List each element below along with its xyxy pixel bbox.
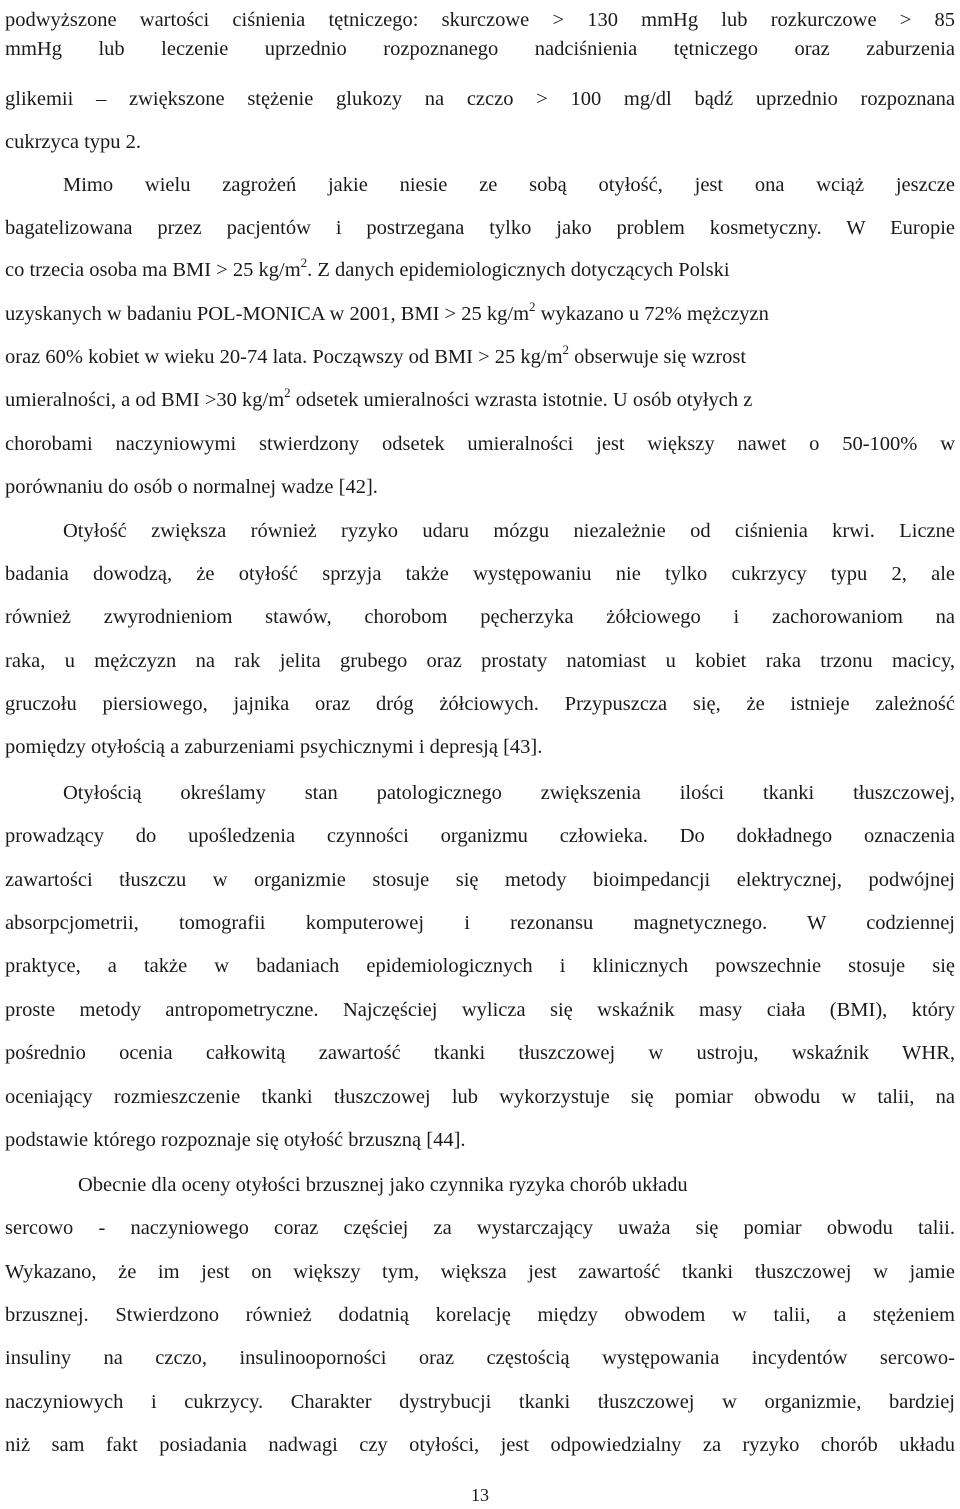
text-line: Wykazano, że im jest on większy tym, większa jest zawartość tkanki tłuszczowej w jamie xyxy=(5,1261,955,1283)
superscript: 2 xyxy=(284,385,291,400)
text-line: prowadzący do upośledzenia czynności organizmu człowieka. Do dokładnego oznaczenia xyxy=(5,825,955,847)
text-line: również zwyrodnieniom stawów, chorobom pęcherzyka żółciowego i zachorowaniom na xyxy=(5,606,955,628)
text-line: naczyniowych i cukrzycy. Charakter dystrybucji tkanki tłuszczowej w organizmie, bardziej xyxy=(5,1391,955,1413)
text-line xyxy=(5,250,955,290)
paragraph-first-line: Obecnie dla oceny otyłości brzusznej jako czynnika ryzyka chorób układu xyxy=(78,1174,688,1196)
text-line: praktyce, a także w badaniach epidemiologicznych i klinicznych powszechnie stosuje się xyxy=(5,955,955,977)
text-line: absorpcjometrii, tomografii komputerowej i rezonansu magnetycznego. W codziennej xyxy=(5,912,955,934)
text-line: podwyższone wartości ciśnienia tętniczego: skurczowe > 130 mmHg lub rozkurczowe > 85 xyxy=(5,9,955,31)
text-line: sercowo - naczyniowego coraz częściej za wystarczający uważa się pomiar obwodu talii. xyxy=(5,1217,955,1239)
text-line: zawartości tłuszczu w organizmie stosuje się metody bioimpedancji elektrycznej, podwójnej xyxy=(5,869,955,891)
text-segment: wykazano u 72% mężczyzn xyxy=(535,303,769,325)
paragraph-first-line: Mimo wielu zagrożeń jakie niesie ze sobą otyłość, jest ona wciąż jeszcze xyxy=(63,174,955,196)
paragraph-first-line: Otyłość zwiększa również ryzyko udaru mózgu niezależnie od ciśnienia krwi. Liczne xyxy=(63,520,955,542)
text-line: insuliny na czczo, insulinooporności oraz częstością występowania incydentów sercowo- xyxy=(5,1347,955,1369)
superscript: 2 xyxy=(300,255,308,270)
text-line: bagatelizowana przez pacjentów i postrzegana tylko jako problem kosmetyczny. W Europie xyxy=(5,217,955,239)
text-line xyxy=(5,337,955,377)
text-line: glikemii – zwiększone stężenie glukozy na czczo > 100 mg/dl bądź uprzednio rozpoznana xyxy=(5,88,955,110)
paragraph-first-line: Otyłością określamy stan patologicznego zwiększenia ilości tkanki tłuszczowej, xyxy=(63,782,955,804)
superscript: 2 xyxy=(529,299,536,314)
superscript: 2 xyxy=(562,342,570,357)
text-segment: oraz 60% kobiet w wieku 20-74 lata. Począwszy od BMI > 25 kg/m xyxy=(5,346,563,368)
text-line: chorobami naczyniowymi stwierdzony odsetek umieralności jest większy nawet o 50-100% w xyxy=(5,433,955,455)
text-line: niż sam fakt posiadania nadwagi czy otyłości, jest odpowiedzialny za ryzyko chorób układu xyxy=(5,1434,955,1456)
text-line: porównaniu do osób o normalnej wadze [42]. xyxy=(5,476,378,498)
text-line: podstawie którego rozpoznaje się otyłość brzuszną [44]. xyxy=(5,1129,466,1151)
page-number: 13 xyxy=(471,1485,489,1505)
text-segment: odsetek umieralności wzrasta istotnie. U osób otyłych z xyxy=(290,389,753,411)
text-line: pośrednio ocenia całkowitą zawartość tkanki tłuszczowej w ustroju, wskaźnik WHR, xyxy=(5,1042,955,1064)
text-line xyxy=(5,380,955,420)
text-line: oceniający rozmieszczenie tkanki tłuszczowej lub wykorzystuje się pomiar obwodu w talii, na xyxy=(5,1086,955,1108)
text-line: gruczołu piersiowego, jajnika oraz dróg żółciowych. Przypuszcza się, że istnieje zależność xyxy=(5,693,955,715)
text-line: raka, u mężczyzn na rak jelita grubego oraz prostaty natomiast u kobiet raka trzonu macicy, xyxy=(5,650,955,672)
text-line xyxy=(5,294,955,334)
text-line: cukrzyca typu 2. xyxy=(5,131,142,153)
text-line: brzusznej. Stwierdzono również dodatnią korelację między obwodem w talii, a stężeniem xyxy=(5,1304,955,1326)
text-line: proste metody antropometryczne. Najczęściej wylicza się wskaźnik masy ciała (BMI), który xyxy=(5,999,955,1021)
text-line: pomiędzy otyłością a zaburzeniami psychicznymi i depresją [43]. xyxy=(5,736,543,758)
text-segment: co trzecia osoba ma BMI > 25 kg/m xyxy=(5,259,301,281)
text-segment: obserwuje się wzrost xyxy=(569,346,747,368)
text-segment: umieralności, a od BMI >30 kg/m xyxy=(5,389,285,411)
text-line: badania dowodzą, że otyłość sprzyja także występowaniu nie tylko cukrzycy typu 2, ale xyxy=(5,563,955,585)
text-segment: . Z danych epidemiologicznych dotyczących Polski xyxy=(307,259,730,281)
text-line: mmHg lub leczenie uprzednio rozpoznanego nadciśnienia tętniczego oraz zaburzenia xyxy=(5,38,955,60)
text-segment: uzyskanych w badaniu POL-MONICA w 2001, BMI > 25 kg/m xyxy=(5,303,530,325)
